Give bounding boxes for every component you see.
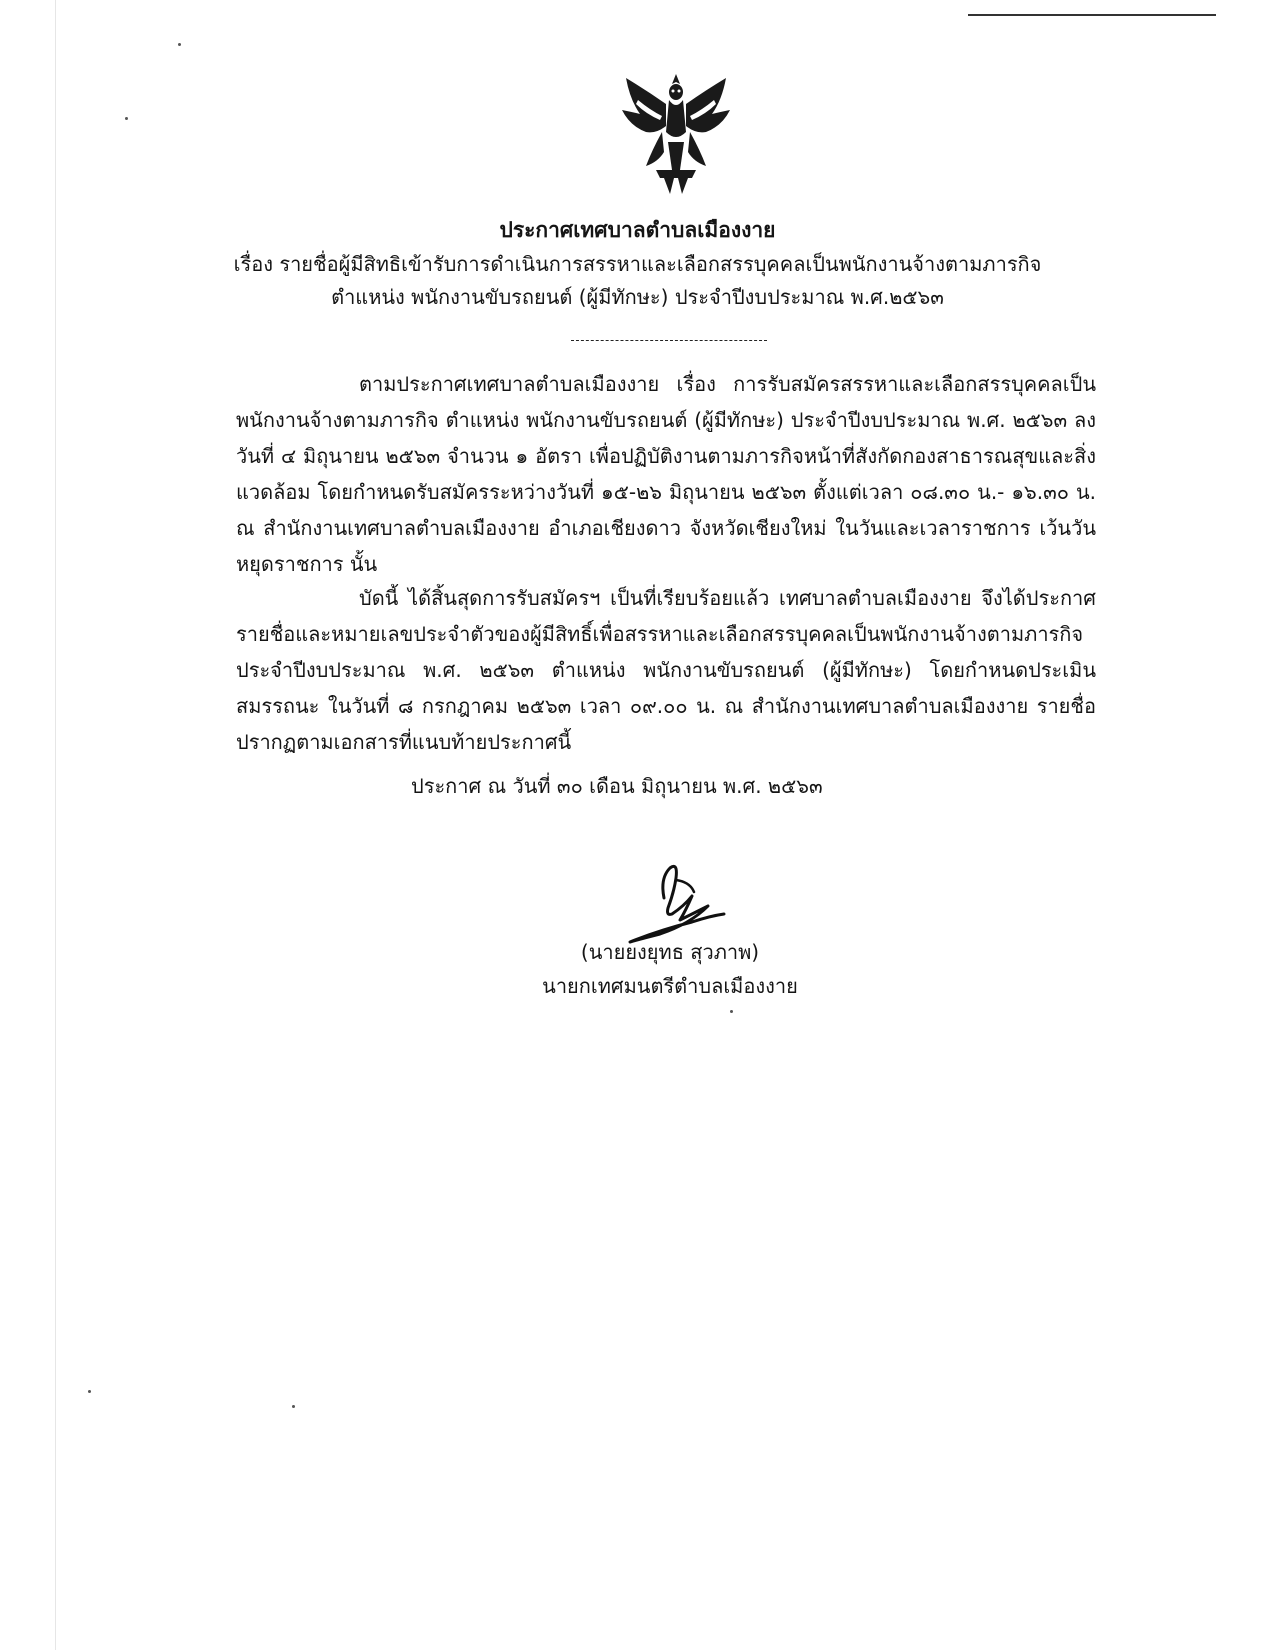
scan-speck <box>178 43 181 46</box>
signer-name: (นายยงยุทธ สุวภาพ) <box>580 940 760 964</box>
scan-speck <box>730 1010 733 1013</box>
garuda-emblem-icon <box>616 70 736 196</box>
paragraph-2-text: บัดนี้ ได้สิ้นสุดการรับสมัครฯ เป็นที่เรียบร้อยแล้ว เทศบาลตำบลเมืองงาย จึงได้ประกาศรายชื่อและหมายเลขประจำตัวของผู้มีสิทธิ์เพื่อสรรหาและเลือกสรรบุคคลเป็นพนักงานจ้างตามภารกิจ ประจำปีงบประมาณ พ.ศ. ๒๕๖๓ ตำแหน่ง พนักงานขับรถยนต์ (ผู้มีทักษะ) โดยกำหนดประเมินสมรรถนะ ในวันที่ ๘ กรกฎาคม ๒๕๖๓ เวลา ๐๙.๐๐ น. ณ สำนักงานเทศบาลตำบลเมืองงาย รายชื่อปรากฏตามเอกสารที่แนบท้ายประกาศนี้ <box>236 586 1096 754</box>
scan-speck <box>125 117 128 120</box>
title-divider <box>571 340 767 341</box>
signature-block <box>520 935 820 1003</box>
announce-date: ประกาศ ณ วันที่ ๓๐ เดือน มิถุนายน พ.ศ. ๒๕๖๓ <box>411 774 823 798</box>
paragraph-2 <box>236 580 1096 760</box>
scan-speck <box>292 1405 295 1408</box>
paragraph-1 <box>236 366 1096 582</box>
document-title: ประกาศเทศบาลตำบลเมืองงาย <box>499 218 776 242</box>
top-rule <box>968 14 1216 16</box>
signer-title: นายกเทศมนตรีตำบลเมืองงาย <box>542 974 798 998</box>
paragraph-1-text: ตามประกาศเทศบาลตำบลเมืองงาย เรื่อง การรับสมัครสรรหาและเลือกสรรบุคคลเป็นพนักงานจ้างตามภารกิจ ตำแหน่ง พนักงานขับรถยนต์ (ผู้มีทักษะ) ประจำปีงบประมาณ พ.ศ. ๒๕๖๓ ลงวันที่ ๔ มิถุนายน ๒๕๖๓ จำนวน ๑ อัตรา เพื่อปฏิบัติงานตามภารกิจหน้าที่สังกัดกองสาธารณสุขและสิ่งแวดล้อม โดยกำหนดรับสมัครระหว่างวันที่ ๑๕-๒๖ มิถุนายน ๒๕๖๓ ตั้งแต่เวลา ๐๘.๓๐ น.- ๑๖.๓๐ น. ณ สำนักงานเทศบาลตำบลเมืองงาย อำเภอเชียงดาว จังหวัดเชียงใหม่ ในวันและเวลาราชการ เว้นวันหยุดราชการ นั้น <box>236 372 1096 576</box>
subject-line-1: เรื่อง รายชื่อผู้มีสิทธิเข้ารับการดำเนินการสรรหาและเลือกสรรบุคคลเป็นพนักงานจ้างตามภารกิจ <box>233 252 1042 276</box>
scan-edge <box>55 0 56 1650</box>
subject-line-2: ตำแหน่ง พนักงานขับรถยนต์ (ผู้มีทักษะ) ประจำปีงบประมาณ พ.ศ.๒๕๖๓ <box>331 285 944 309</box>
scan-speck <box>88 1390 91 1393</box>
